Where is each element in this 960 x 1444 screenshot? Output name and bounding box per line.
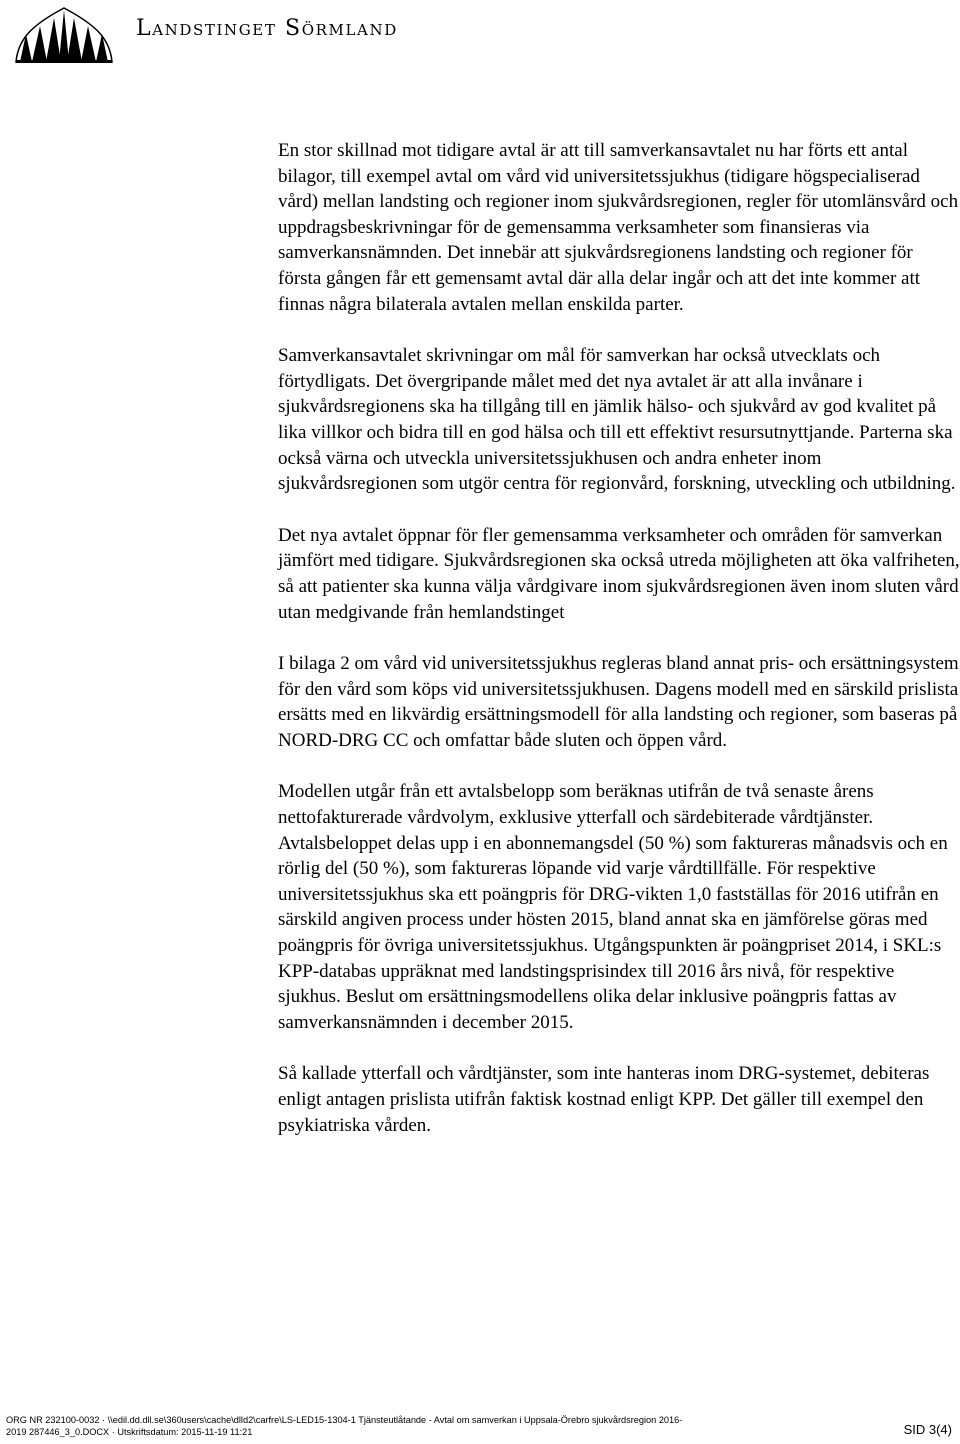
body-paragraph: Samverkansavtalet skrivningar om mål för samverkan har också utvecklats och förtydligats. Det övergripande målet med det nya avtalet är att alla invånare i sjukvårdsregionens ska ha tillgång till en jämlik hälso- och sjukvård av god kvalitet på lika villkor och bidra till en god hälsa och till ett effektivt resursutnyttjande. Parterna ska också värna och utveckla universitetssjukhusen och andra enheter inom sjukvårdsregionen som utgör centra för regionvård, forskning, utveckling och utbildning. bbox=[278, 345, 956, 495]
page-header bbox=[0, 0, 960, 70]
body-paragraph: Modellen utgår från ett avtalsbelopp som beräknas utifrån de två senaste årens nettofakturerade vårdvolym, exklusive ytterfall och särdebiterade vårdtjänster. Avtalsbeloppet delas upp i en abonnemangsdel (50 %) som faktureras månadsvis och en rörlig del (50 %), som faktureras löpande vid varje vårdtillfälle. För respektive universitetssjukhus ska ett poängpris för DRG-vikten 1,0 fastställas för 2016 utifrån en särskild angiven process under hösten 2015, bland annat ska en jämförelse göras med poängpris för övriga universitetssjukhus. Utgångspunkten är poängpriset 2014, i SKL:s KPP-databas uppräknat med landstingsprisindex till 2016 års nivå, för respektive sjukhus. Beslut om ersättningsmodellens olika delar inklusive poängpris fattas av samverkansnämnden i december 2015. bbox=[278, 781, 948, 1033]
document-reference-line: 2019 287446_3_0.DOCX · Utskriftsdatum: 2015-11-19 11:21 bbox=[6, 1427, 253, 1437]
body-paragraph: En stor skillnad mot tidigare avtal är att till samverkansavtalet nu har förts ett antal bilagor, till exempel avtal om vård vid universitetssjukhus (tidigare högspecialiserad vård) mellan landsting och regioner inom sjukvårdsregionen, regler för utomlänsvård och uppdragsbeskrivningar för de gemensamma verksamheter som finansieras via samverkansnämnden. Det innebär att sjukvårdsregionens landsting och regioner för första gången får ett gemensamt avtal där alla delar ingår och att det inte kommer att finnas några bilaterala avtalen mellan enskilda parter. bbox=[278, 140, 959, 315]
body-paragraph: I bilaga 2 om vård vid universitetssjukhus regleras bland annat pris- och ersättningsystem för den vård som köps vid universitetssjukhusen. Dagens modell med en särskild prislista ersätts med en likvärdig ersättningsmodell för alla landsting och regioner, som baseras på NORD-DRG CC och omfattar både sluten och öppen vård. bbox=[278, 653, 959, 751]
document-reference-line: ORG NR 232100-0032 · \\edil.dd.dll.se\360users\cache\dlld2\carfre\LS-LED15-1304-1 Tjänsteutlåtande - Avtal om samverkan i Uppsala-Örebro sjukvårdsregion 2016- bbox=[6, 1415, 683, 1425]
body-paragraph: Det nya avtalet öppnar för fler gemensamma verksamheter och områden för samverkan jämfört med tidigare. Sjukvårdsregionen ska också utreda möjligheten att öka valfriheten, så att patienter ska kunna välja vårdgivare inom sjukvårdsregionen även inom sluten vård utan medgivande från hemlandstinget bbox=[278, 524, 960, 623]
document-body bbox=[278, 138, 960, 1164]
organization-name: Landstinget Sörmland bbox=[136, 16, 398, 41]
page-number: SID 3(4) bbox=[903, 1422, 952, 1437]
page-footer bbox=[0, 1414, 960, 1444]
crown-logo-icon bbox=[12, 4, 116, 64]
document-reference bbox=[6, 1414, 836, 1438]
body-paragraph: Så kallade ytterfall och vårdtjänster, som inte hanteras inom DRG-systemet, debiteras enligt antagen prislista utifrån faktisk kostnad enligt KPP. Det gäller till exempel den psykiatriska vården. bbox=[278, 1063, 930, 1136]
